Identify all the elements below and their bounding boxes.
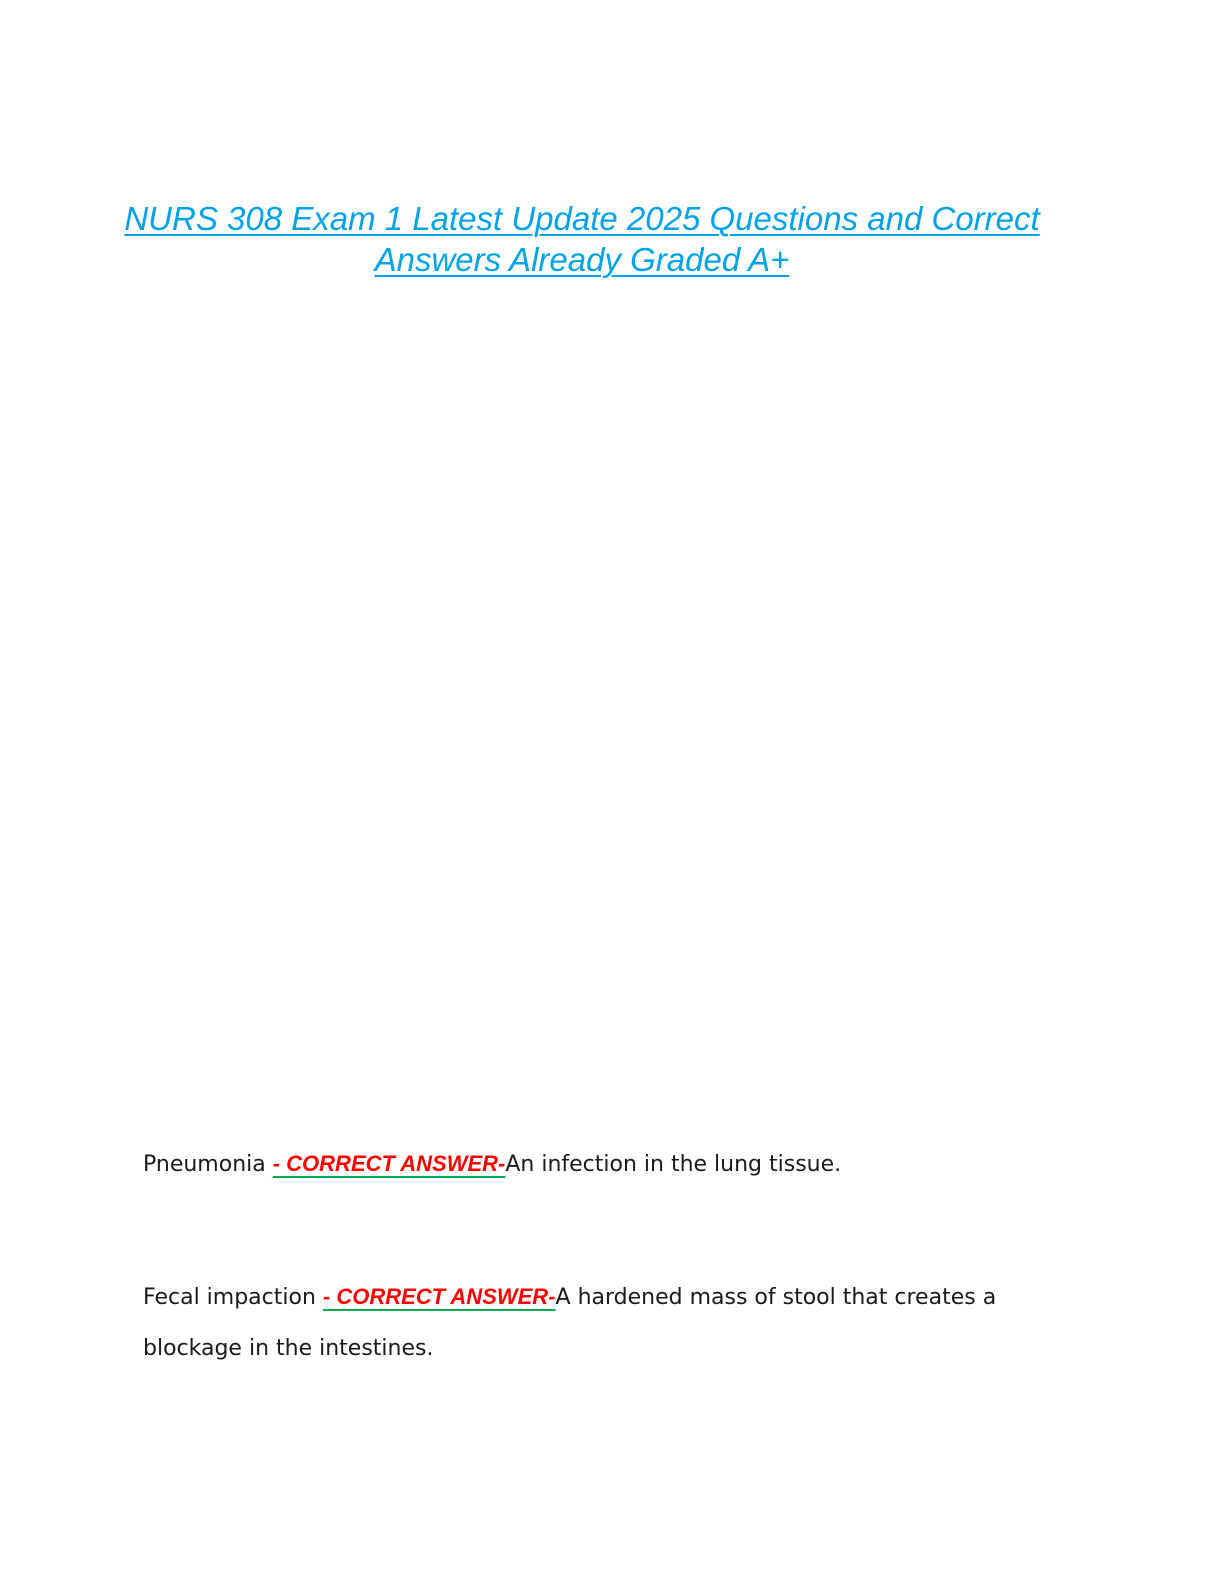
correct-answer-marker: - CORRECT ANSWER-: [272, 1151, 506, 1176]
qa-entry-pneumonia: [143, 1138, 1073, 1190]
qa-answer: An infection in the lung tissue.: [505, 1152, 842, 1177]
qa-term: Fecal impaction: [143, 1285, 316, 1310]
document-title: NURS 308 Exam 1 Latest Update 2025 Questions and Correct Answers Already Graded A+: [124, 200, 1040, 278]
correct-answer-marker: - CORRECT ANSWER-: [322, 1284, 556, 1309]
qa-answer: A hardened mass of stool that creates a blockage in the intestines.: [143, 1285, 997, 1361]
qa-entry-fecal-impaction: [143, 1271, 1073, 1374]
qa-term: Pneumonia: [143, 1152, 266, 1177]
